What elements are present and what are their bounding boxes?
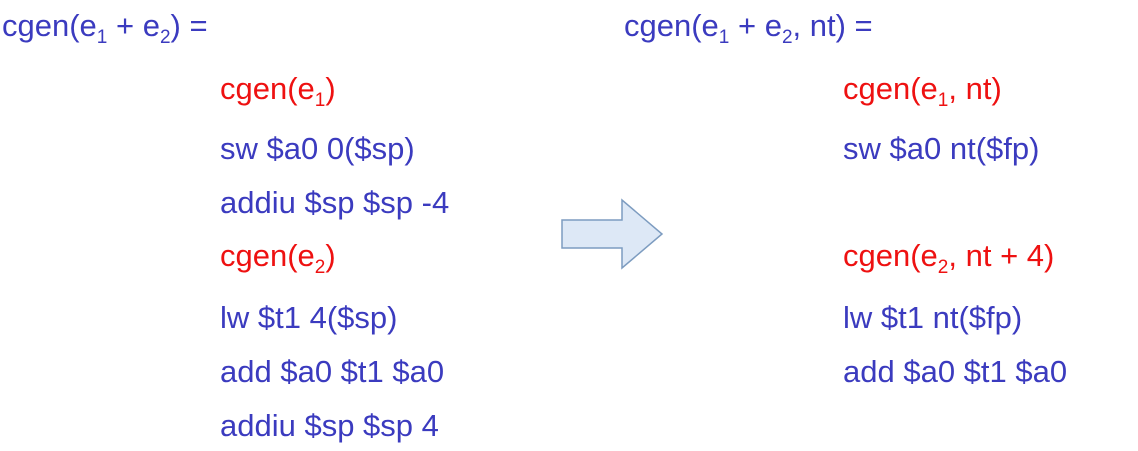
right-cgen-e2-pre: cgen(e xyxy=(843,238,938,273)
left-header xyxy=(2,6,208,46)
right-header-pre: cgen(e xyxy=(624,8,719,43)
right-add-line: add $a0 $t1 $a0 xyxy=(843,354,1068,389)
left-addiu-plus-line: addiu $sp $sp 4 xyxy=(220,408,439,443)
left-header-mid: + e xyxy=(107,8,160,43)
right-cgen-e1 xyxy=(843,69,1002,109)
right-cgen-e1-sub: 1 xyxy=(937,90,949,111)
left-header-sub1: 1 xyxy=(96,27,108,48)
left-add-line: add $a0 $t1 $a0 xyxy=(220,354,445,389)
left-header-post: ) = xyxy=(170,8,208,43)
left-cgen-e1-sub: 1 xyxy=(314,90,326,111)
left-cgen-e1-pre: cgen(e xyxy=(220,71,315,106)
right-header-sub2: 2 xyxy=(781,27,793,48)
right-lw-line: lw $t1 nt($fp) xyxy=(843,300,1023,335)
arrow-shape xyxy=(562,200,662,268)
right-cgen-e2-sub: 2 xyxy=(937,257,949,278)
left-lw-line: lw $t1 4($sp) xyxy=(220,300,398,335)
left-cgen-e2 xyxy=(220,236,336,276)
left-header-pre: cgen(e xyxy=(2,8,97,43)
right-header-sub1: 1 xyxy=(718,27,730,48)
right-header xyxy=(624,6,873,46)
left-cgen-e1 xyxy=(220,69,336,109)
right-header-mid: + e xyxy=(729,8,782,43)
right-header-post: , nt) = xyxy=(792,8,873,43)
right-sw-line: sw $a0 nt($fp) xyxy=(843,131,1040,166)
right-cgen-e1-post: , nt) xyxy=(948,71,1002,106)
right-cgen-e2-post: , nt + 4) xyxy=(948,238,1055,273)
left-header-sub2: 2 xyxy=(159,27,171,48)
right-arrow-icon xyxy=(560,198,664,270)
left-cgen-e2-pre: cgen(e xyxy=(220,238,315,273)
left-cgen-e2-post: ) xyxy=(325,238,336,273)
right-cgen-e2 xyxy=(843,236,1054,276)
left-sw-line: sw $a0 0($sp) xyxy=(220,131,415,166)
left-cgen-e1-post: ) xyxy=(325,71,336,106)
right-cgen-e1-pre: cgen(e xyxy=(843,71,938,106)
left-addiu-minus-line: addiu $sp $sp -4 xyxy=(220,185,450,220)
left-cgen-e2-sub: 2 xyxy=(314,257,326,278)
